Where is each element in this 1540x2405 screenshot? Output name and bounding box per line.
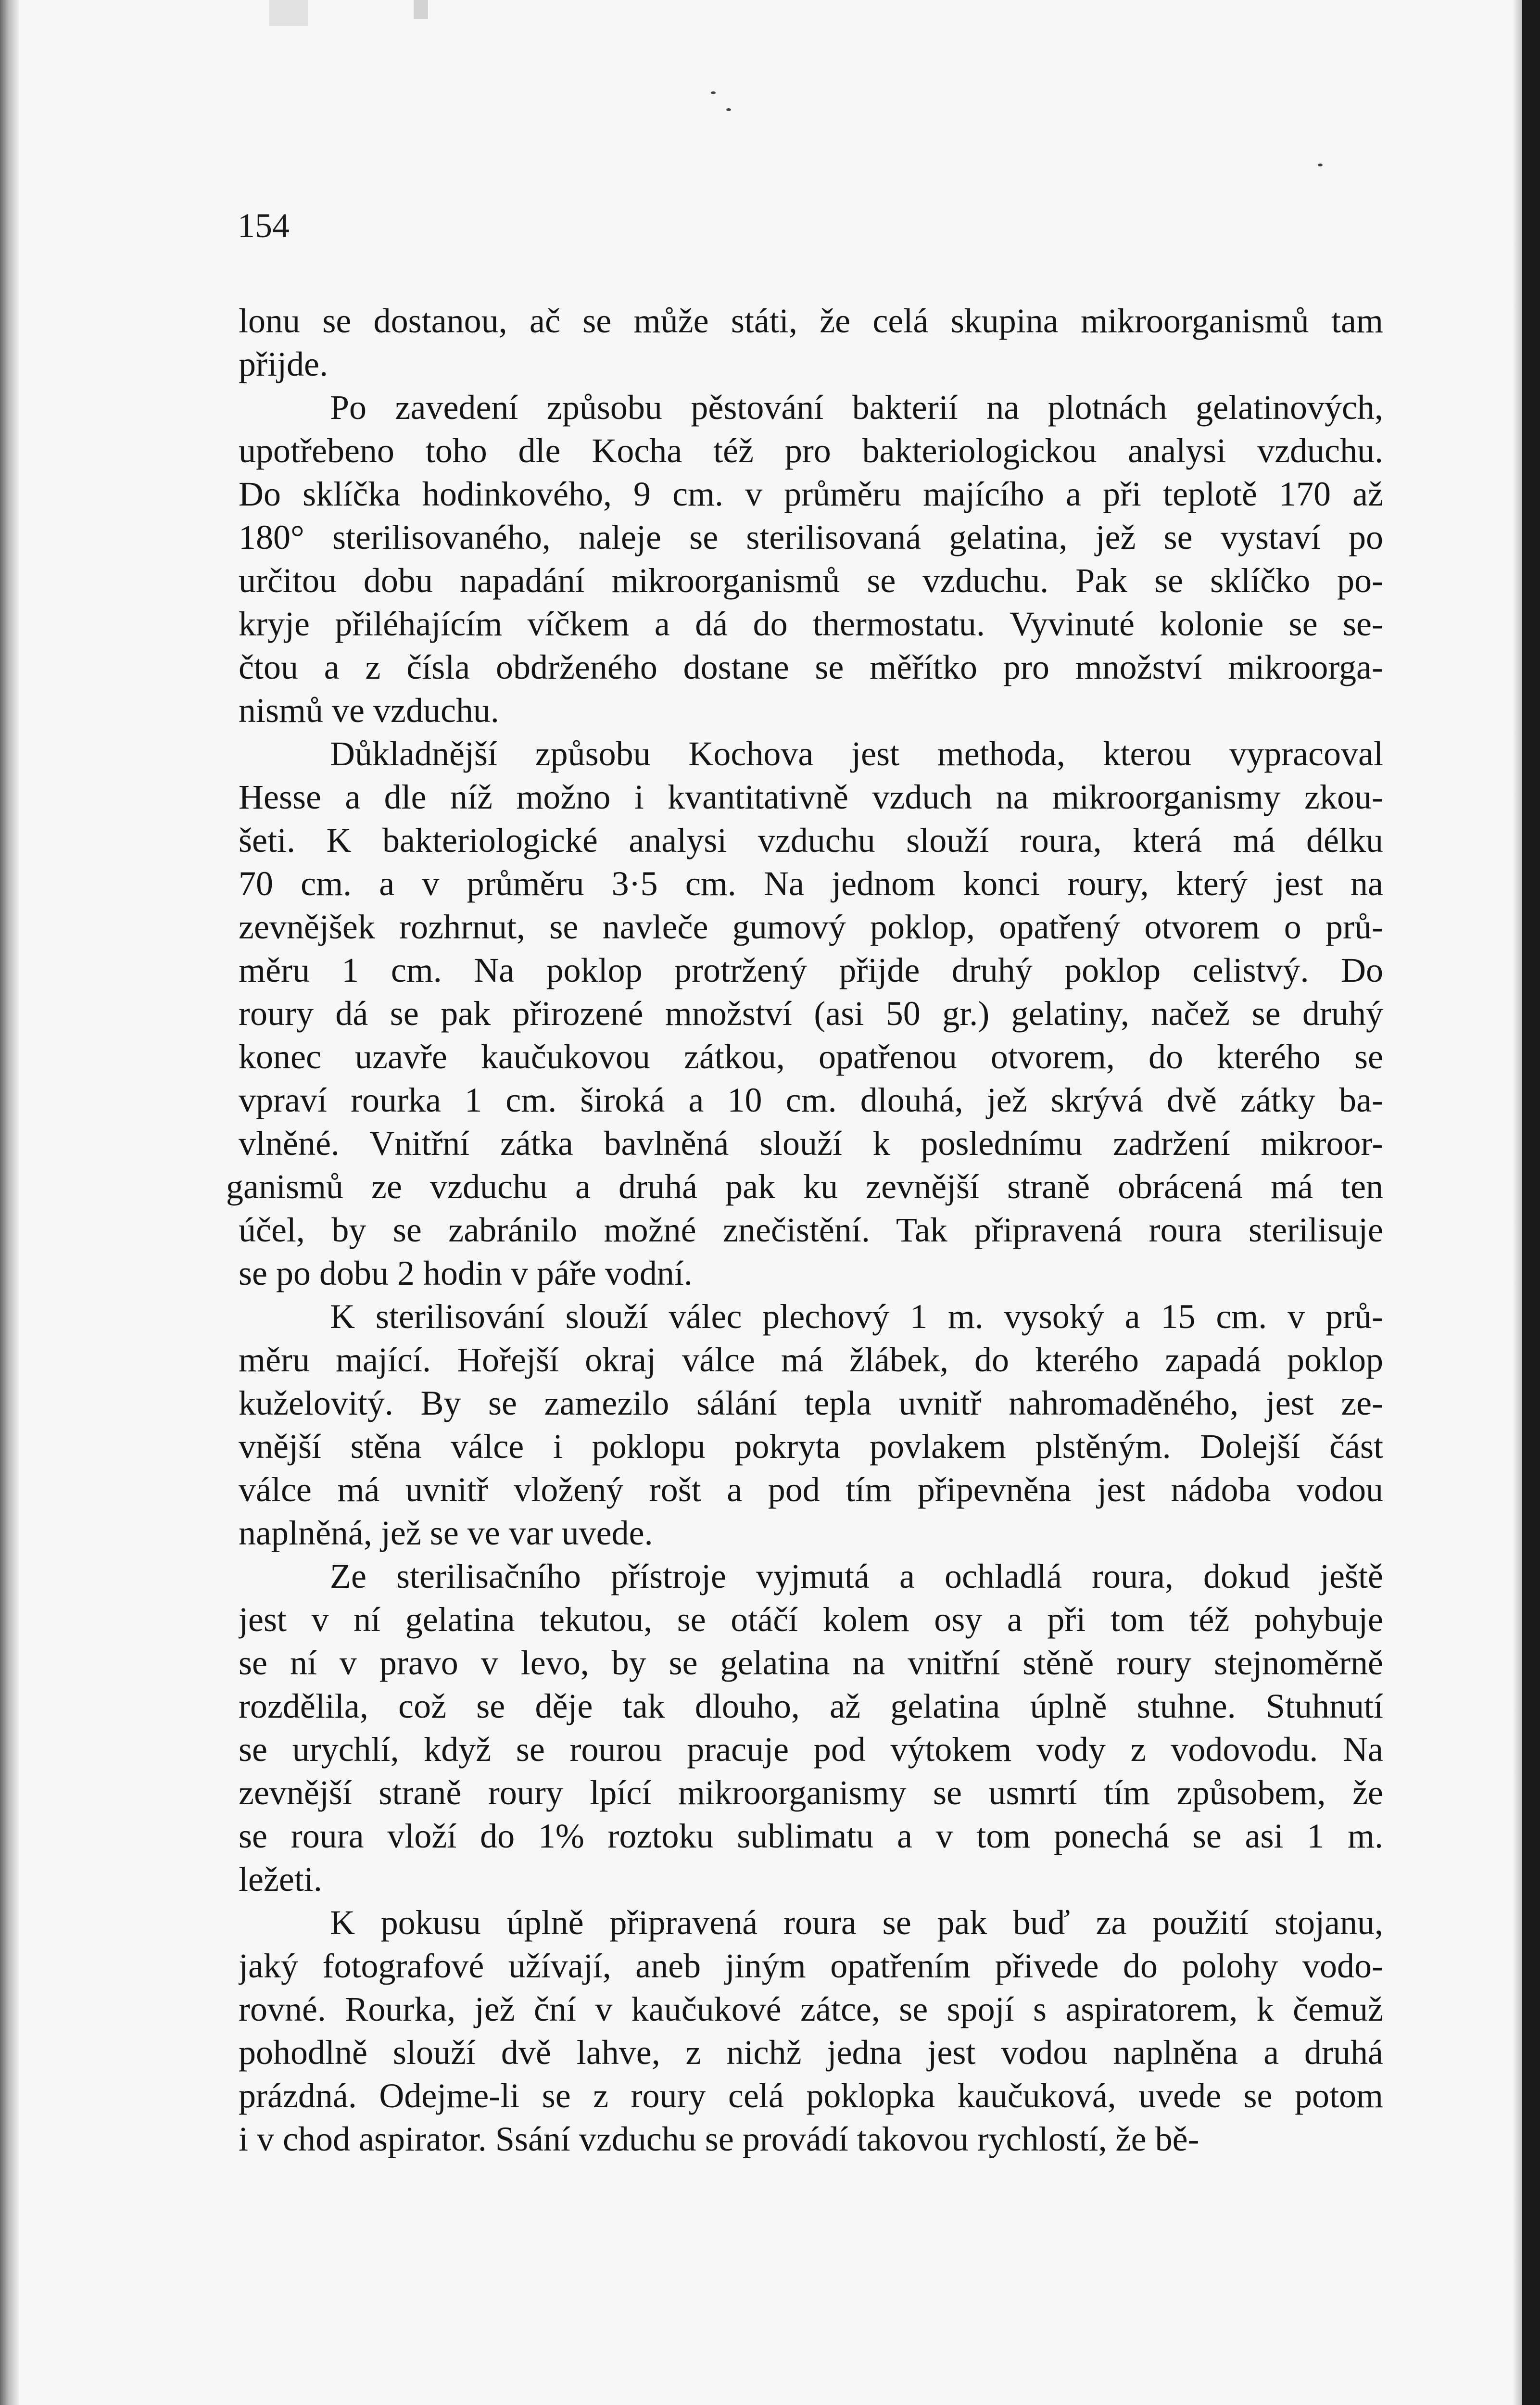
text-line: měru 1 cm. Na poklop protržený přijde druhý poklop celistvý. Do (239, 951, 1383, 989)
text-line: 70 cm. a v průměru 3·5 cm. Na jednom konci roury, který jest na (239, 864, 1383, 903)
text-line: zevnější straně roury lpící mikroorganismy se usmrtí tím způsobem, že (239, 1773, 1383, 1812)
text-line: Po zavedení způsobu pěstování bakterií na plotnách gelatinových, (330, 388, 1383, 427)
text-line: rozdělila, což se děje tak dlouho, až gelatina úplně stuhne. Stuhnutí (239, 1687, 1383, 1725)
dust-speck (1318, 164, 1323, 166)
text-line: kuželovitý. By se zamezilo sálání tepla uvnitř nahromaděného, jest ze- (239, 1384, 1383, 1422)
text-line: se po dobu 2 hodin v páře vodní. (239, 1254, 693, 1292)
text-line: jaký fotografové užívají, aneb jiným opatřením přivede do polohy vodo- (239, 1947, 1383, 1985)
text-line: prázdná. Odejme-li se z roury celá poklopka kaučuková, uvede se potom (239, 2076, 1383, 2115)
text-line: K sterilisování slouží válec plechový 1 m. vysoký a 15 cm. v prů- (330, 1297, 1383, 1336)
text-line: upotřebeno toho dle Kocha též pro bakteriologickou analysi vzduchu. (239, 431, 1383, 470)
text-line: ležeti. (239, 1860, 322, 1899)
text-line: válce má uvnitř vložený rošt a pod tím připevněna jest nádoba vodou (239, 1470, 1383, 1509)
text-line: čtou a z čísla obdrženého dostane se měřítko pro množství mikroorga- (239, 648, 1383, 686)
text-line: jest v ní gelatina tekutou, se otáčí kolem osy a při tom též pohybuje (239, 1600, 1383, 1639)
text-line: vnější stěna válce i poklopu pokryta povlakem plstěným. Dolejší část (239, 1427, 1383, 1466)
dust-speck (726, 108, 731, 111)
text-line: Důkladnější způsobu Kochova jest methoda, kterou vypracoval (330, 734, 1383, 773)
text-line: naplněná, jež se ve var uvede. (239, 1514, 653, 1552)
text-line: kryje přiléhajícím víčkem a dá do thermostatu. Vyvinuté kolonie se se- (239, 605, 1383, 643)
text-line: šeti. K bakteriologické analysi vzduchu slouží roura, která má délku (239, 821, 1383, 860)
text-line: se ní v pravo v levo, by se gelatina na vnitřní stěně roury stejnoměrně (239, 1644, 1383, 1682)
text-line: Hesse a dle níž možno i kvantitativně vzduch na mikroorganismy zkou- (239, 778, 1383, 816)
text-line: 180° sterilisovaného, naleje se sterilisovaná gelatina, jež se vystaví po (239, 518, 1383, 557)
page-gutter-shadow (0, 0, 19, 2405)
text-line: vlněné. Vnitřní zátka bavlněná slouží k poslednímu zadržení mikroor- (239, 1124, 1383, 1163)
text-line: lonu se dostanou, ač se může státi, že celá skupina mikroorganismů tam (239, 302, 1383, 340)
text-line: se urychlí, když se rourou pracuje pod výtokem vody z vodovodu. Na (239, 1730, 1383, 1769)
text-line: vpraví rourka 1 cm. široká a 10 cm. dlouhá, jež skrývá dvě zátky ba- (239, 1081, 1383, 1119)
text-line: zevnějšek rozhrnut, se navleče gumový poklop, opatřený otvorem o prů- (239, 908, 1383, 946)
dust-speck (711, 91, 716, 94)
text-line: účel, by se zabránilo možné znečistění. Tak připravená roura sterilisuje (239, 1211, 1383, 1249)
scan-artifact (414, 0, 428, 19)
text-line: Ze sterilisačního přístroje vyjmutá a ochladlá roura, dokud ještě (330, 1557, 1383, 1595)
text-line: přijde. (239, 345, 328, 383)
page-number: 154 (238, 206, 290, 245)
page-edge (1522, 0, 1540, 2405)
text-line: roury dá se pak přirozené množství (asi 50 gr.) gelatiny, načež se druhý (239, 994, 1383, 1033)
text-line: Do sklíčka hodinkového, 9 cm. v průměru majícího a při teplotě 170 až (239, 475, 1383, 513)
text-line: konec uzavře kaučukovou zátkou, opatřenou otvorem, do kterého se (239, 1038, 1383, 1076)
text-line: rovné. Rourka, jež ční v kaučukové zátce, se spojí s aspiratorem, k čemuž (239, 1990, 1383, 2028)
scan-artifact (269, 0, 308, 26)
text-line: určitou dobu napadání mikroorganismů se vzduchu. Pak se sklíčko po- (239, 561, 1383, 600)
page-edge-highlight (1513, 0, 1522, 2405)
text-line: i v chod aspirator. Ssání vzduchu se provádí takovou rychlostí, že bě- (239, 2120, 1199, 2158)
text-line: pohodlně slouží dvě lahve, z nichž jedna jest vodou naplněna a druhá (239, 2033, 1383, 2072)
text-line: měru mající. Hořejší okraj válce má žlábek, do kterého zapadá poklop (239, 1341, 1383, 1379)
text-line: nismů ve vzduchu. (239, 691, 499, 730)
text-line: ganismů ze vzduchu a druhá pak ku zevnější straně obrácená má ten (226, 1167, 1383, 1206)
text-line: K pokusu úplně připravená roura se pak buď za použití stojanu, (330, 1903, 1383, 1942)
text-line: se roura vloží do 1% roztoku sublimatu a v tom ponechá se asi 1 m. (239, 1817, 1383, 1855)
